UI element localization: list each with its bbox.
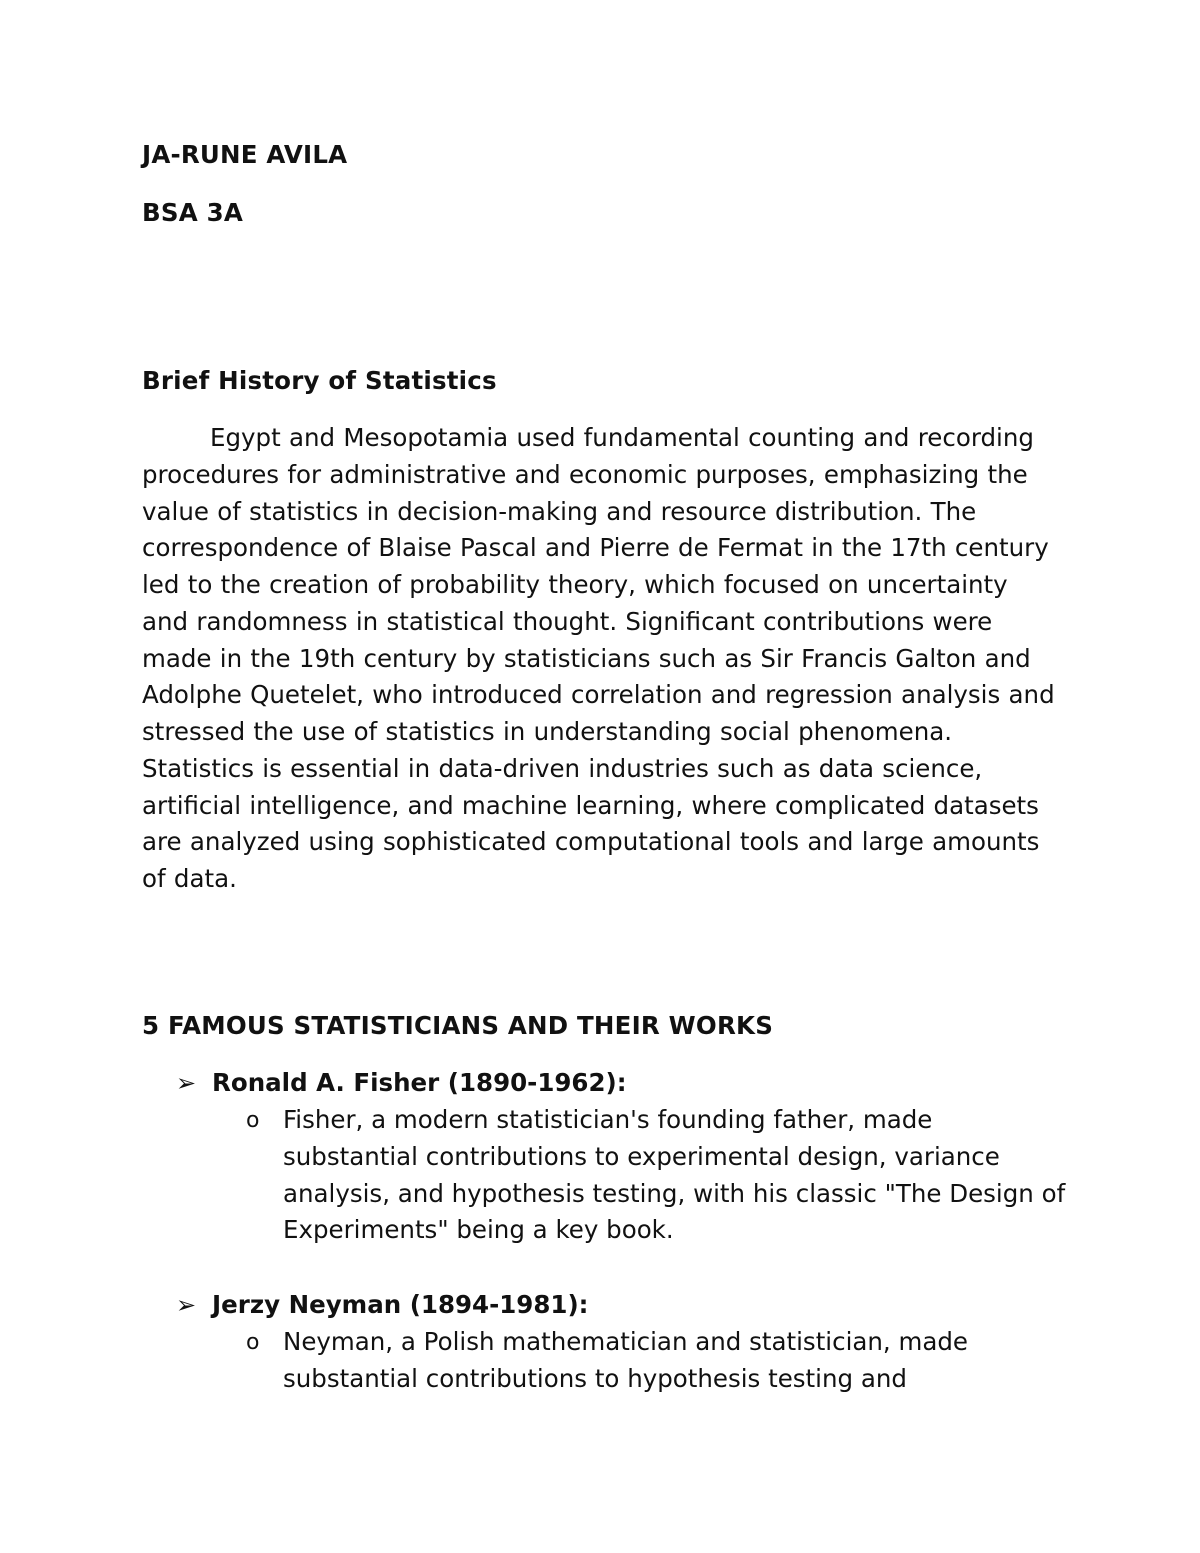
author-name: JA-RUNE AVILA bbox=[142, 140, 348, 169]
history-title: Brief History of Statistics bbox=[142, 366, 497, 395]
circle-bullet-icon: o bbox=[246, 1108, 260, 1133]
statistician-heading bbox=[176, 1290, 588, 1319]
circle-bullet-icon: o bbox=[246, 1330, 260, 1355]
statistician-description: Fisher, a modern statistician's founding father, made substantial contributions to experimental design, variance analysis, and hypothesis testing, with his classic "The Design of Experiments" being a key book. bbox=[283, 1105, 1066, 1245]
statistician-description: Neyman, a Polish mathematician and statistician, made substantial contributions to hypothesis testing and bbox=[283, 1327, 969, 1393]
statisticians-title: 5 FAMOUS STATISTICIANS AND THEIR WORKS bbox=[142, 1011, 774, 1040]
history-paragraph: Egypt and Mesopotamia used fundamental counting and recording procedures for administrative and economic purposes, emphasizing the value of statistics in decision-making and resource distribution. The correspondence of Blaise Pascal and Pierre de Fermat in the 17th century led to the creation of probability theory, which focused on uncertainty and randomness in statistical thought. Significant contributions were made in the 19th century by statisticians such as Sir Francis Galton and Adolphe Quetelet, who introduced correlation and regression analysis and stressed the use of statistics in understanding social phenomena. Statistics is essential in data-driven industries such as data science, artificial intelligence, and machine learning, where complicated datasets are analyzed using sophisticated computational tools and large amounts of data. bbox=[142, 423, 1055, 893]
arrow-bullet-icon: ➢ bbox=[176, 1069, 197, 1097]
statistician-name: Ronald A. Fisher (1890-1962): bbox=[212, 1068, 627, 1097]
statistician-name: Jerzy Neyman (1894-1981): bbox=[212, 1290, 589, 1319]
class-section: BSA 3A bbox=[142, 198, 244, 227]
arrow-bullet-icon: ➢ bbox=[176, 1291, 197, 1319]
statistician-heading bbox=[176, 1068, 627, 1097]
